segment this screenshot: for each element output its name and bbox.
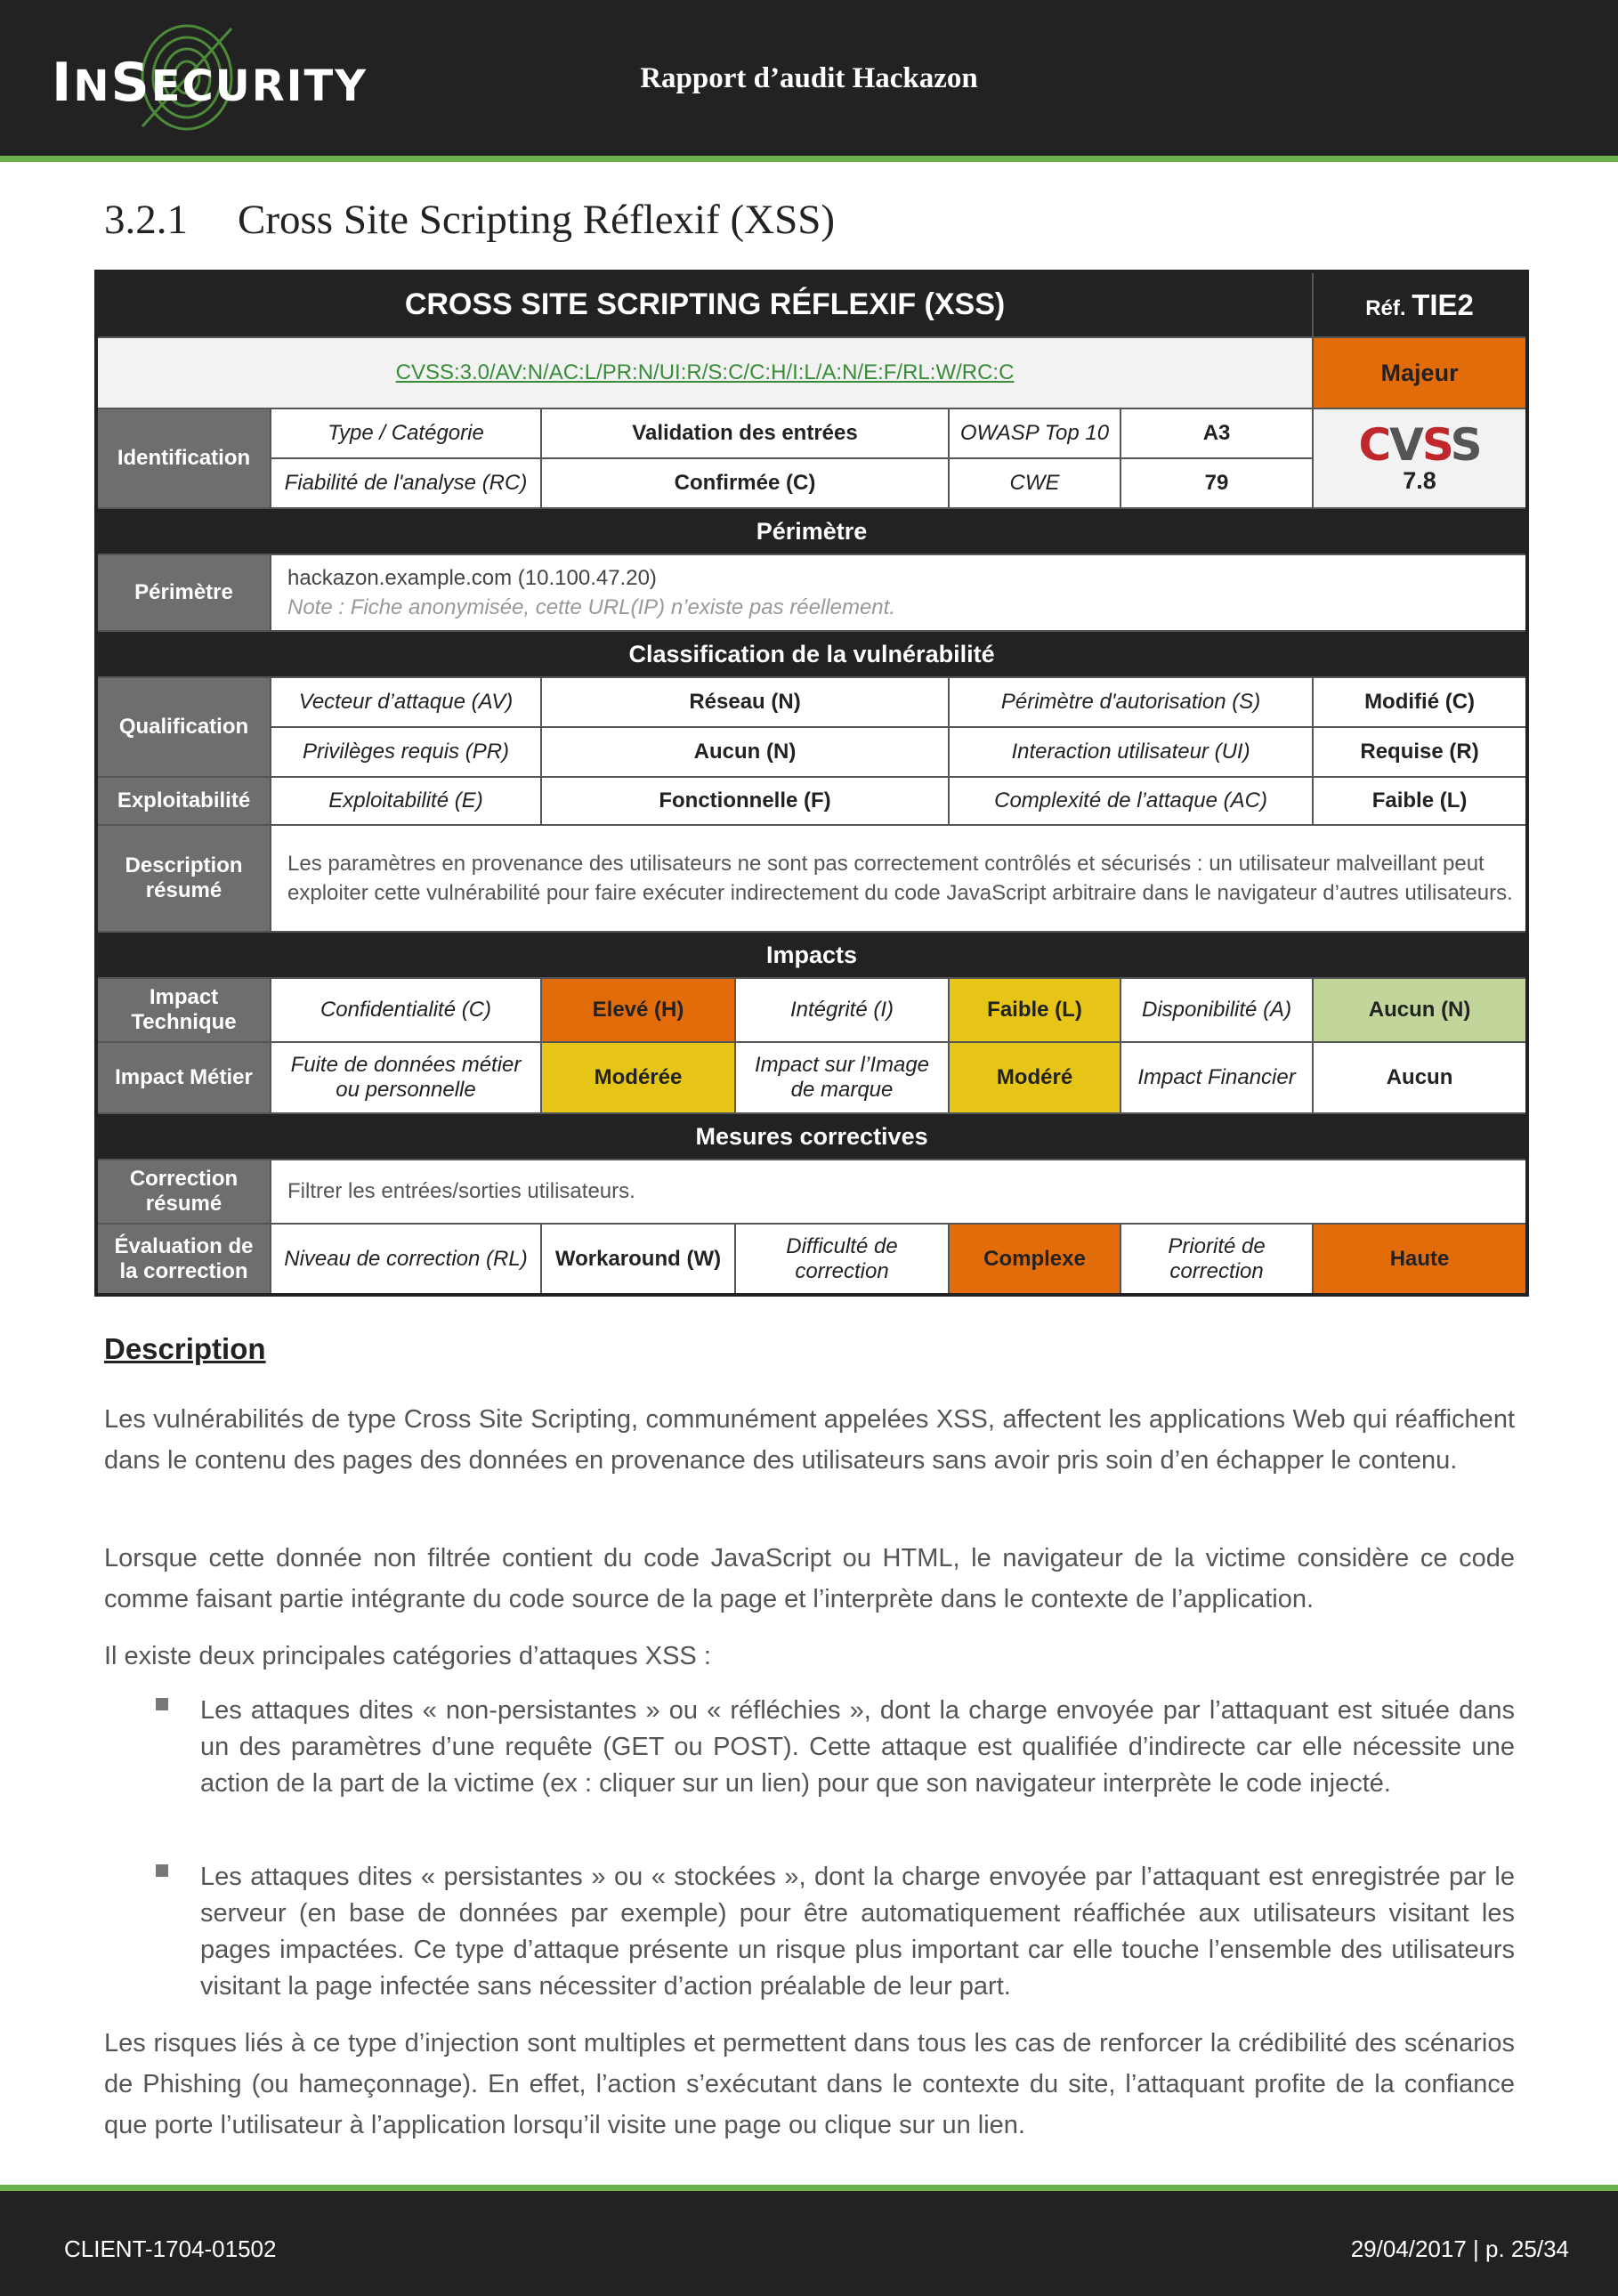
e-value: Fonctionnelle (F) [541, 777, 949, 825]
rl-label: Niveau de correction (RL) [271, 1224, 541, 1295]
bullet-square-icon [156, 1864, 168, 1877]
prio-label: Priorité de correction [1120, 1224, 1313, 1295]
a-label: Disponibilité (A) [1120, 978, 1313, 1042]
perimetre-header: Périmètre [96, 508, 1527, 554]
section-number: 3.2.1 [104, 197, 188, 243]
pr-value: Aucun (N) [541, 727, 949, 777]
c-value: Elevé (H) [541, 978, 735, 1042]
identification-label: Identification [96, 408, 271, 508]
report-title: Rapport d’audit Hackazon [640, 62, 978, 94]
perimetre-host: hackazon.example.com (10.100.47.20) [287, 566, 657, 590]
c-label: Confidentialité (C) [271, 978, 541, 1042]
description-paragraph-4: Les risques liés à ce type d’injection sont multiples et permettent dans tous les cas de renforcer la crédibilité des scénarios de Phishing (ou hameçonnage). En effet, l’action s’exécutant dans le contexte du site, l’attaquant profite de la confiance que porte l’utilisateur à l’application lorsqu’il visite une page ou clique sur un lien. [104, 2029, 1515, 2139]
i-label: Intégrité (I) [735, 978, 949, 1042]
ac-value: Faible (L) [1313, 777, 1527, 825]
s-label: Périmètre d'autorisation (S) [949, 677, 1313, 727]
i-value: Faible (L) [949, 978, 1120, 1042]
impact-metier-label: Impact Métier [96, 1042, 271, 1113]
impact-technique-label: Impact Technique [96, 978, 271, 1042]
vuln-title: CROSS SITE SCRIPTING RÉFLEXIF (XSS) [96, 271, 1313, 337]
cvss-vector-link[interactable]: CVSS:3.0/AV:N/AC:L/PR:N/UI:R/S:C/C:H/I:L/A:N/E:F/RL:W/RC:C [395, 360, 1015, 384]
impacts-header: Impacts [96, 932, 1527, 978]
cvss-logo: CVSS [1358, 418, 1481, 471]
bullet-item-1: Les attaques dites « non-persistantes » ou « réfléchies », dont la charge envoyée par l’attaquant est située dans un des paramètres d’une requête (GET ou POST). Cette attaque est qualifiée d’indirecte car elle nécessite une action de la part de la victime (ex : cliquer sur un lien) pour que son navigateur interprète le code injecté. [200, 1696, 1515, 1798]
correction-resume-text: Filtrer les entrées/sorties utilisateurs. [271, 1160, 1527, 1224]
exploitabilite-label: Exploitabilité [96, 777, 271, 825]
page-header [0, 0, 1618, 162]
description-resume-label: Description résumé [96, 825, 271, 932]
s-value: Modifié (C) [1313, 677, 1527, 727]
pr-label: Privilèges requis (PR) [271, 727, 541, 777]
bullet-square-icon [156, 1698, 168, 1710]
perimetre-label: Périmètre [96, 554, 271, 631]
rc-value: Confirmée (C) [541, 458, 949, 508]
fin-label: Impact Financier [1120, 1042, 1313, 1113]
diff-value: Complexe [949, 1224, 1120, 1295]
classification-header: Classification de la vulnérabilité [96, 631, 1527, 677]
type-label: Type / Catégorie [271, 408, 541, 458]
ui-value: Requise (R) [1313, 727, 1527, 777]
cwe-label: CWE [949, 458, 1120, 508]
fin-value: Aucun [1313, 1042, 1527, 1113]
owasp-value: A3 [1120, 408, 1313, 458]
description-paragraph-1: Les vulnérabilités de type Cross Site Scripting, communément appelées XSS, affectent les applications Web qui réaffichent dans le contenu des pages des données en provenance des utilisateurs sans avoir pris soin d’en échapper le contenu. [104, 1405, 1515, 1475]
evaluation-label: Évaluation de la correction [96, 1224, 271, 1295]
e-label: Exploitabilité (E) [271, 777, 541, 825]
ac-label: Complexité de l’attaque (AC) [949, 777, 1313, 825]
fuite-label: Fuite de données métier ou personnelle [271, 1042, 541, 1113]
perimetre-note: Note : Fiche anonymisée, cette URL(IP) n’existe pas réellement. [287, 595, 895, 619]
date-page-number: 29/04/2017 | p. 25/34 [1350, 2235, 1569, 2262]
rc-label: Fiabilité de l'analyse (RC) [271, 458, 541, 508]
av-value: Réseau (N) [541, 677, 949, 727]
section-title [104, 196, 835, 244]
page-footer [0, 2185, 1618, 2296]
section-title-text: Cross Site Scripting Réflexif (XSS) [238, 197, 836, 243]
type-value: Validation des entrées [541, 408, 949, 458]
description-paragraph-2: Lorsque cette donnée non filtrée contient du code JavaScript ou HTML, le navigateur de la victime considère ce code comme faisant partie intégrante du code source de la page et l’interprète dans le contexte de l’application. [104, 1544, 1515, 1613]
a-value: Aucun (N) [1313, 978, 1527, 1042]
fuite-value: Modérée [541, 1042, 735, 1113]
client-reference: CLIENT-1704-01502 [64, 2235, 277, 2262]
severity-badge: Majeur [1313, 337, 1527, 408]
image-value: Modéré [949, 1042, 1120, 1113]
cvss-score-cell [1313, 408, 1527, 508]
prio-value: Haute [1313, 1224, 1527, 1295]
diff-label: Difficulté de correction [735, 1224, 949, 1295]
perimetre-value [271, 554, 1527, 631]
image-label: Impact sur l’Image de marque [735, 1042, 949, 1113]
description-heading: Description [104, 1332, 266, 1365]
reference: Réf. TIE2 [1313, 271, 1527, 337]
rl-value: Workaround (W) [541, 1224, 735, 1295]
company-logo: INSECURITY [52, 52, 368, 114]
bullet-item-2: Les attaques dites « persistantes » ou « stockées », dont la charge envoyée par l’attaquant est enregistrée par le serveur (en base de données par exemple) pour être automatiquement réaffichée aux utilisateurs visitant les pages impactées. Ce type d’attaque présente un risque plus important car elle touche l’ensemble des utilisateurs visitant la page infectée sans nécessiter d’action préalable de leur part. [200, 1863, 1515, 2001]
description-resume-text: Les paramètres en provenance des utilisateurs ne sont pas correctement contrôlés et sécurisés : un utilisateur malveillant peut exploiter cette vulnérabilité pour faire exécuter indirectement du code JavaScript arbitraire dans le navigateur d’autres utilisateurs. [271, 825, 1527, 932]
cvss-score: 7.8 [1403, 466, 1436, 494]
av-label: Vecteur d’attaque (AV) [271, 677, 541, 727]
cvss-vector-cell [96, 337, 1313, 408]
description-paragraph-3: Il existe deux principales catégories d’attaques XSS : [104, 1642, 711, 1670]
cwe-value: 79 [1120, 458, 1313, 508]
ui-label: Interaction utilisateur (UI) [949, 727, 1313, 777]
owasp-label: OWASP Top 10 [949, 408, 1120, 458]
mesures-header: Mesures correctives [96, 1113, 1527, 1160]
vulnerability-card [94, 270, 1529, 1297]
correction-resume-label: Correction résumé [96, 1160, 271, 1224]
qualification-label: Qualification [96, 677, 271, 777]
